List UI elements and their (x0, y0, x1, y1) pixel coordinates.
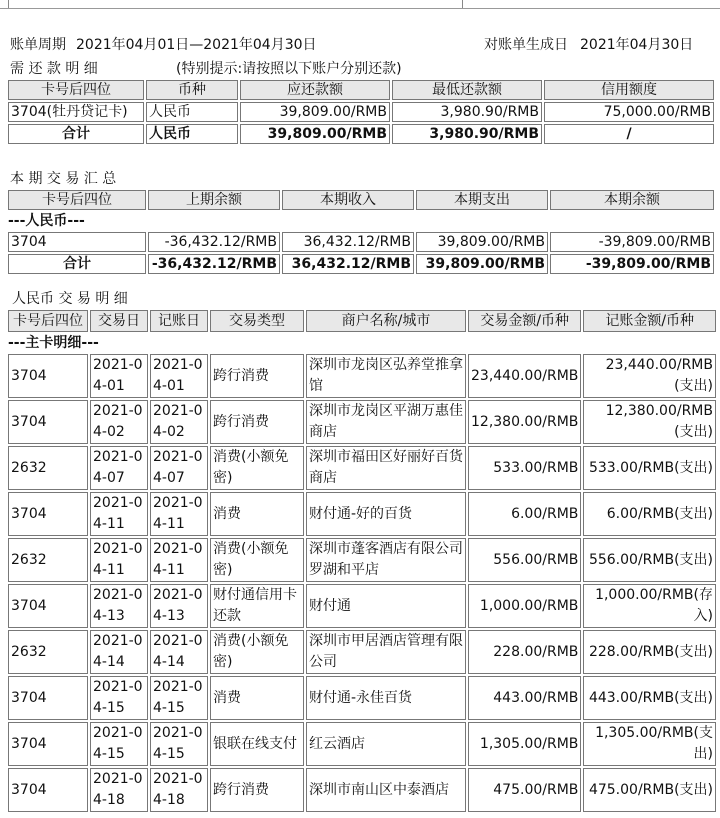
credit-limit: 75,000.00/RMB (544, 102, 714, 122)
trans-type: 消费 (210, 676, 304, 720)
merchant: 财付通-好的百货 (306, 492, 466, 536)
merchant: 红云酒店 (306, 722, 466, 766)
trans-type: 消费(小额免密) (210, 446, 304, 490)
trans-amount: 533.00/RMB (468, 446, 581, 490)
merchant: 财付通 (306, 584, 466, 628)
trans-type: 消费 (210, 492, 304, 536)
repay-total-row (8, 124, 714, 144)
section-label: ---人民币--- (8, 213, 85, 229)
trans-type: 跨行消费 (210, 354, 304, 398)
trans-amount: 1,000.00/RMB (468, 584, 581, 628)
col-card: 卡号后四位 (8, 80, 144, 100)
post-date: 2021-04-11 (150, 492, 208, 536)
trans-type: 银联在线支付 (210, 722, 304, 766)
post-amount: 1,000.00/RMB(存入) (583, 584, 716, 628)
table-row (8, 446, 716, 490)
post-date: 2021-04-15 (150, 722, 208, 766)
income: 36,432.12/RMB (282, 232, 414, 252)
col-expense: 本期支出 (416, 190, 548, 210)
merchant: 深圳市龙岗区平湖万惠佳商店 (306, 400, 466, 444)
trans-type: 消费(小额免密) (210, 630, 304, 674)
trans-date: 2021-04-01 (90, 354, 148, 398)
trans-date: 2021-04-02 (90, 400, 148, 444)
card: 3704 (8, 722, 88, 766)
repay-row (8, 102, 714, 122)
summary-row (8, 232, 714, 252)
col-merchant: 商户名称/城市 (306, 310, 466, 332)
post-date: 2021-04-07 (150, 446, 208, 490)
post-date: 2021-04-15 (150, 676, 208, 720)
summary-table (6, 188, 716, 276)
card: 3704(牡丹贷记卡) (8, 102, 144, 122)
total-prev-balance: -36,432.12/RMB (148, 254, 280, 274)
table-row (8, 768, 716, 812)
trans-amount: 12,380.00/RMB (468, 400, 581, 444)
trans-amount: 228.00/RMB (468, 630, 581, 674)
trans-amount: 475.00/RMB (468, 768, 581, 812)
post-amount: 475.00/RMB(支出) (583, 768, 716, 812)
merchant: 深圳市福田区好丽好百货商店 (306, 446, 466, 490)
table-row (8, 584, 716, 628)
repay-title: 需 还 款 明 细 (10, 61, 98, 77)
post-date: 2021-04-14 (150, 630, 208, 674)
currency: 人民币 (146, 102, 238, 122)
merchant: 深圳市蓬客酒店有限公司罗湖和平店 (306, 538, 466, 582)
card: 3704 (8, 492, 88, 536)
table-row (8, 538, 716, 582)
period-label: 账单周期 (10, 37, 66, 53)
post-amount: 443.00/RMB(支出) (583, 676, 716, 720)
post-amount: 556.00/RMB(支出) (583, 538, 716, 582)
table-row (8, 354, 716, 398)
summary-header-row (8, 190, 714, 210)
card: 2632 (8, 446, 88, 490)
col-income: 本期收入 (282, 190, 414, 210)
col-post-amount: 记账金额/币种 (583, 310, 716, 332)
col-trans-amount: 交易金额/币种 (468, 310, 581, 332)
merchant: 深圳市龙岗区弘养堂推拿馆 (306, 354, 466, 398)
detail-section-row (8, 334, 716, 352)
gen-date-label: 对账单生成日 (484, 37, 568, 53)
table-row (8, 630, 716, 674)
trans-amount: 6.00/RMB (468, 492, 581, 536)
trans-amount: 556.00/RMB (468, 538, 581, 582)
post-amount: 6.00/RMB(支出) (583, 492, 716, 536)
top-border (0, 0, 720, 9)
trans-date: 2021-04-15 (90, 676, 148, 720)
trans-amount: 23,440.00/RMB (468, 354, 581, 398)
post-date: 2021-04-13 (150, 584, 208, 628)
post-date: 2021-04-18 (150, 768, 208, 812)
trans-date: 2021-04-07 (90, 446, 148, 490)
card: 3704 (8, 354, 88, 398)
col-min-payment: 最低还款额 (392, 80, 542, 100)
trans-amount: 1,305.00/RMB (468, 722, 581, 766)
trans-date: 2021-04-13 (90, 584, 148, 628)
card: 3704 (8, 232, 146, 252)
trans-type: 消费(小额免密) (210, 538, 304, 582)
gen-date-value: 2021年04月30日 (580, 37, 694, 53)
card: 3704 (8, 584, 88, 628)
trans-type: 跨行消费 (210, 768, 304, 812)
card: 3704 (8, 768, 88, 812)
summary-title: 本 期 交 易 汇 总 (10, 171, 117, 187)
card: 3704 (8, 676, 88, 720)
summary-section-row (8, 212, 714, 230)
prev-balance: -36,432.12/RMB (148, 232, 280, 252)
detail-header-row (8, 310, 716, 332)
table-row (8, 676, 716, 720)
post-amount: 228.00/RMB(支出) (583, 630, 716, 674)
col-trans-type: 交易类型 (210, 310, 304, 332)
total-expense: 39,809.00/RMB (416, 254, 548, 274)
col-card: 卡号后四位 (8, 310, 88, 332)
col-trans-date: 交易日 (90, 310, 148, 332)
total-currency: 人民币 (146, 124, 238, 144)
card: 2632 (8, 630, 88, 674)
card: 3704 (8, 400, 88, 444)
section-label: ---主卡明细--- (8, 335, 99, 351)
amount-due: 39,809.00/RMB (240, 102, 390, 122)
min-payment: 3,980.90/RMB (392, 102, 542, 122)
detail-title: 人民币 交 易 明 细 (12, 291, 128, 307)
post-amount: 533.00/RMB(支出) (583, 446, 716, 490)
summary-total-row (8, 254, 714, 274)
table-row (8, 722, 716, 766)
total-balance: -39,809.00/RMB (550, 254, 714, 274)
detail-table (6, 308, 718, 814)
col-post-date: 记账日 (150, 310, 208, 332)
total-min-payment: 3,980.90/RMB (392, 124, 542, 144)
trans-date: 2021-04-18 (90, 768, 148, 812)
trans-date: 2021-04-11 (90, 538, 148, 582)
period-value: 2021年04月01日—2021年04月30日 (76, 37, 317, 53)
trans-type: 跨行消费 (210, 400, 304, 444)
repay-header-row (8, 80, 714, 100)
total-credit-limit: / (544, 124, 714, 144)
col-balance: 本期余额 (550, 190, 714, 210)
total-income: 36,432.12/RMB (282, 254, 414, 274)
trans-amount: 443.00/RMB (468, 676, 581, 720)
merchant: 深圳市甲居酒店管理有限公司 (306, 630, 466, 674)
trans-date: 2021-04-15 (90, 722, 148, 766)
table-row (8, 492, 716, 536)
post-amount: 1,305.00/RMB(支出) (583, 722, 716, 766)
col-currency: 币种 (146, 80, 238, 100)
trans-date: 2021-04-11 (90, 492, 148, 536)
repay-table (6, 78, 716, 146)
detail-rows (8, 354, 716, 812)
total-amount-due: 39,809.00/RMB (240, 124, 390, 144)
expense: 39,809.00/RMB (416, 232, 548, 252)
col-amount-due: 应还款额 (240, 80, 390, 100)
post-date: 2021-04-11 (150, 538, 208, 582)
merchant: 财付通-永佳百货 (306, 676, 466, 720)
col-prev-balance: 上期余额 (148, 190, 280, 210)
post-amount: 23,440.00/RMB(支出) (583, 354, 716, 398)
total-label: 合计 (8, 124, 144, 144)
repay-note: (特别提示:请按照以下账户分别还款) (176, 61, 402, 77)
col-credit-limit: 信用额度 (544, 80, 714, 100)
post-date: 2021-04-02 (150, 400, 208, 444)
post-date: 2021-04-01 (150, 354, 208, 398)
table-row (8, 400, 716, 444)
col-card: 卡号后四位 (8, 190, 146, 210)
merchant: 深圳市南山区中泰酒店 (306, 768, 466, 812)
total-label: 合计 (8, 254, 146, 274)
trans-type: 财付通信用卡还款 (210, 584, 304, 628)
trans-date: 2021-04-14 (90, 630, 148, 674)
card: 2632 (8, 538, 88, 582)
balance: -39,809.00/RMB (550, 232, 714, 252)
post-amount: 12,380.00/RMB(支出) (583, 400, 716, 444)
